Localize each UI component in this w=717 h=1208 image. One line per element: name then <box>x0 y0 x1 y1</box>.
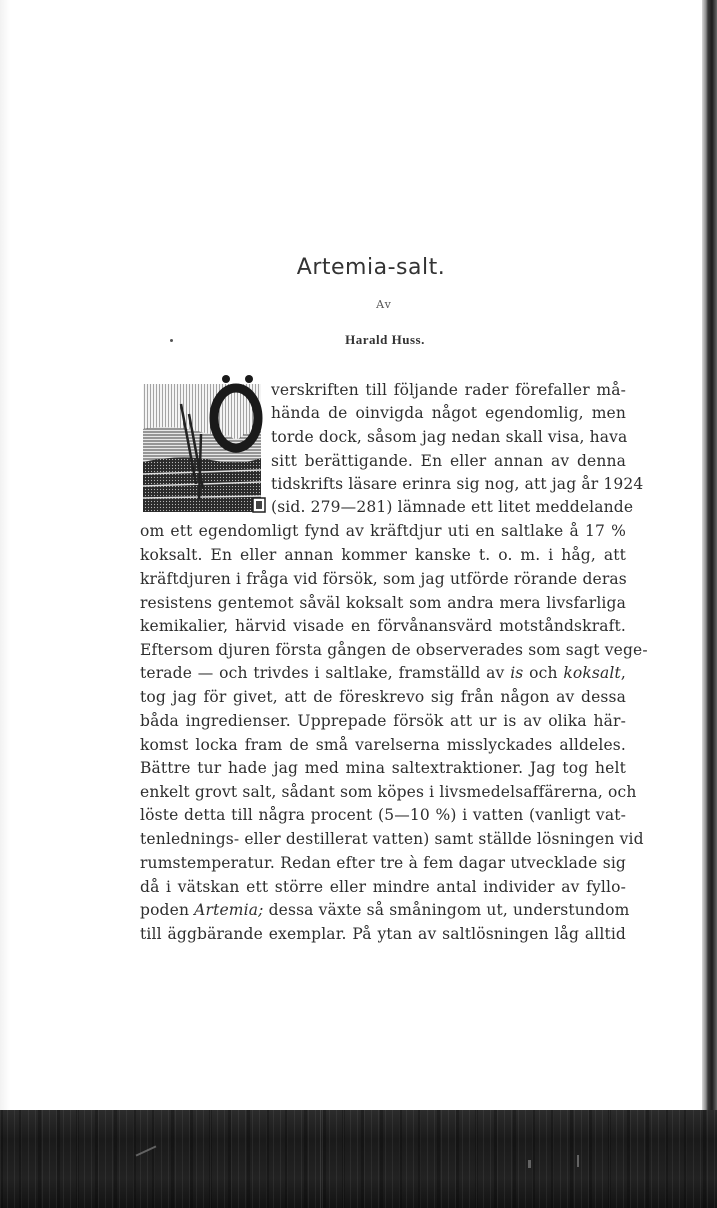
text-line: torde dock, såsom jag nedan skall visa, hava <box>271 428 628 446</box>
text-line: till äggbärande exemplar. På ytan av saltlösningen låg alltid <box>140 925 626 943</box>
text-line: då i vätskan ett större eller mindre antal individer av fyllo- <box>140 878 626 896</box>
text-line: (sid. 279—281) lämnade ett litet meddelande <box>271 498 634 516</box>
text-line: Eftersom djuren första gången de observerades som sagt vege- <box>140 641 648 659</box>
text-line-with-italics: poden Artemia; dessa växte så småningom ut, understundom <box>140 901 630 919</box>
text-line: tenlednings- eller destillerat vatten) samt ställde lösningen vid <box>140 830 644 848</box>
text-line: resistens gentemot såväl koksalt som andra mera livsfarliga <box>140 594 626 612</box>
text-line: kräftdjuren i fråga vid försök, som jag utförde rörande deras <box>140 570 627 588</box>
text-line: koksalt. En eller annan kommer kanske t. o. m. i håg, att <box>140 546 626 564</box>
text-line: rumstemperatur. Redan efter tre à fem dagar utvecklade sig <box>140 854 626 872</box>
scan-scratch <box>320 1110 321 1208</box>
scan-scratch <box>136 1145 157 1156</box>
text-line: komst locka fram de små varelserna misslyckades alldeles. <box>140 736 626 754</box>
text-line: kemikalier, härvid visade en förvånansvärd motståndskraft. <box>140 617 626 635</box>
article-title: Artemia-salt. <box>296 255 446 280</box>
text-line: löste detta till några procent (5—10 %) i vatten (vanligt vat- <box>140 806 626 824</box>
byline: Av <box>376 298 392 311</box>
text-line: hända de oinvigda något egendomlig, men <box>271 404 626 422</box>
text-line: båda ingredienser. Upprepade försök att ur is av olika här- <box>140 712 626 730</box>
text-line: om ett egendomligt fynd av kräftdjur uti en saltlake å 17 % <box>140 522 626 540</box>
scan-right-edge <box>702 0 717 1110</box>
author-name: Harald Huss. <box>345 332 425 347</box>
text-line: enkelt grovt salt, sådant som köpes i livsmedelsaffärerna, och <box>140 783 637 801</box>
text-line: tog jag för givet, att de föreskrevo sig från någon av dessa <box>140 688 626 706</box>
text-line: tidskrifts läsare erinra sig nog, att jag år 1924 <box>271 475 644 493</box>
text-line: verskriften till följande rader förefaller må- <box>271 381 626 399</box>
text-line: sitt berättigande. En eller annan av denna <box>271 452 626 470</box>
scan-left-edge <box>0 0 10 1110</box>
text-line-with-italics: terade — och trivdes i saltlake, framställd av is och koksalt, <box>140 664 626 682</box>
drop-cap-ornament <box>141 374 268 515</box>
scan-scratch <box>528 1160 531 1168</box>
text-line: Bättre tur hade jag med mina saltextraktioner. Jag tog helt <box>140 759 626 777</box>
scan-bottom-strip <box>0 1110 717 1208</box>
scan-scratch <box>577 1155 579 1167</box>
